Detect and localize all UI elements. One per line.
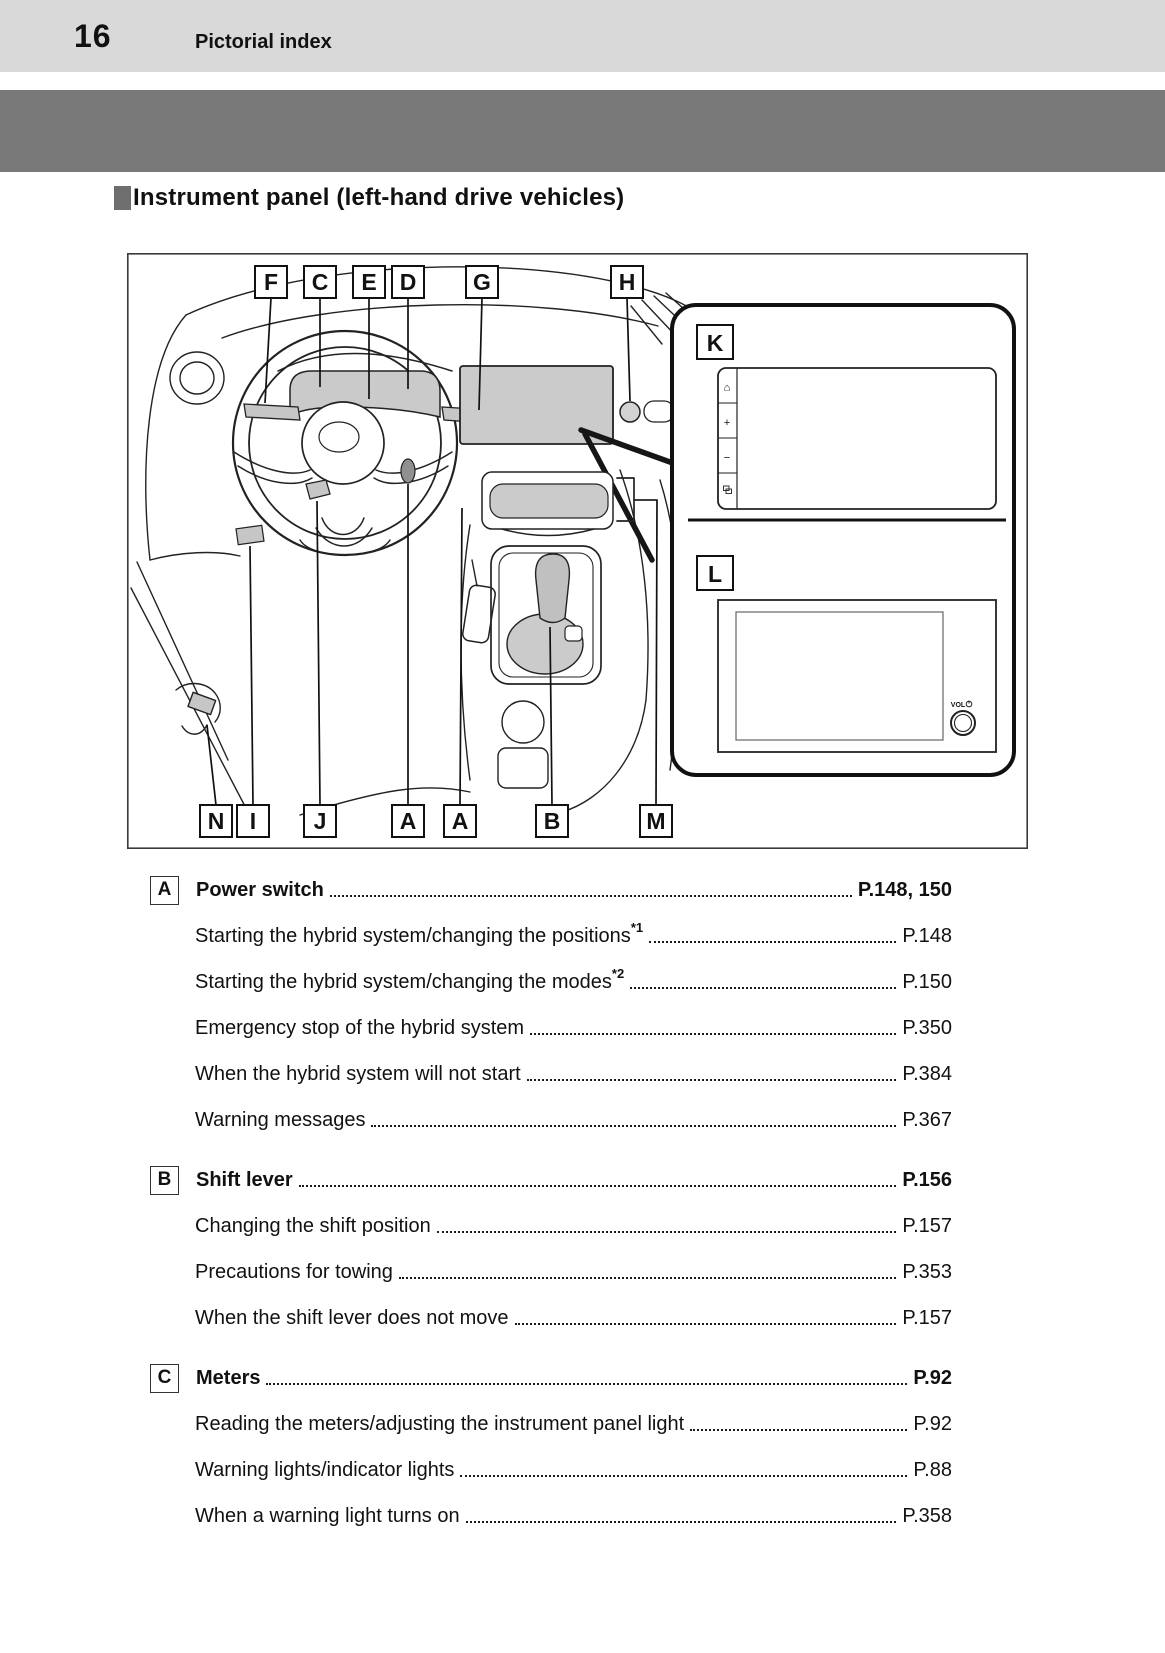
chapter-title: Pictorial index [195, 31, 332, 53]
dot-leader [515, 1323, 897, 1325]
page-reference: P.92 [913, 1366, 952, 1389]
index-entry [150, 1249, 952, 1295]
dot-leader [630, 987, 896, 989]
section-heading [114, 182, 624, 214]
callout-letter-H: H [618, 269, 636, 295]
index-entry [150, 959, 952, 1005]
index-entry [150, 1005, 952, 1051]
dot-leader [530, 1033, 896, 1035]
volume-label: VOL [950, 702, 966, 709]
index-entry [150, 1051, 952, 1097]
footnote-marker: *2 [611, 965, 625, 981]
index-section-a [150, 867, 952, 1143]
hazard-switch [620, 402, 640, 422]
page-reference: P.92 [913, 1412, 952, 1435]
callout-letter-A2: A [451, 808, 469, 834]
index-entry-text: When a warning light turns on [195, 1504, 460, 1527]
index-entry [150, 913, 952, 959]
dot-leader [266, 1383, 907, 1385]
dot-leader [649, 941, 896, 943]
diagram-svg [127, 253, 1028, 849]
index-entry [150, 1447, 952, 1493]
shift-lever [536, 554, 570, 623]
page-reference: P.157 [902, 1214, 952, 1237]
callout-letter-N: N [207, 808, 225, 834]
page-reference: P.156 [902, 1168, 952, 1191]
index-entry-text: Reading the meters/adjusting the instrument panel light [195, 1412, 685, 1435]
dot-leader [299, 1185, 897, 1187]
dot-leader [371, 1125, 896, 1127]
callout-letter-D: D [399, 269, 417, 295]
page-header-bar [0, 0, 1165, 72]
callout-letter-B: B [543, 808, 561, 834]
index-entry [150, 1295, 952, 1341]
callout-letter-G: G [473, 269, 491, 295]
index-entry-text: Precautions for towing [195, 1260, 393, 1283]
dot-leader [460, 1475, 907, 1477]
dot-leader [437, 1231, 897, 1233]
dot-leader [466, 1521, 897, 1523]
index-entry-text: Warning messages [195, 1108, 366, 1131]
dot-leader [690, 1429, 907, 1431]
index-letter-box: A [150, 876, 179, 905]
page-reference: P.88 [913, 1458, 952, 1481]
page-reference: P.353 [902, 1260, 952, 1283]
callout-letter-C: C [311, 269, 329, 295]
index-letter-box: B [150, 1166, 179, 1195]
index-letter-box: C [150, 1364, 179, 1393]
page-reference: P.150 [902, 970, 952, 993]
dot-leader [399, 1277, 896, 1279]
index-entry [150, 1157, 952, 1203]
index-entry-text: Starting the hybrid system/changing the modes$^{*2}$ [195, 965, 625, 993]
page-reference: P.157 [902, 1306, 952, 1329]
callout-letter-F: F [263, 269, 279, 295]
callout-letter-M: M [646, 808, 666, 834]
index-entry [150, 1493, 952, 1539]
zoom-in-icon: + [723, 417, 731, 429]
zoom-out-icon: − [723, 452, 731, 464]
page-reference: P.384 [902, 1062, 952, 1085]
index-entry [150, 1401, 952, 1447]
multimedia-zoom-panel [672, 305, 1014, 775]
index-section-c [150, 1355, 952, 1539]
home-icon: ⌂ [723, 382, 731, 394]
index-entry-text: Changing the shift position [195, 1214, 431, 1237]
index-entry-text: When the shift lever does not move [195, 1306, 509, 1329]
index-entry [150, 1203, 952, 1249]
chapter-color-band [0, 90, 1165, 172]
callout-letter-I: I [249, 808, 257, 834]
panel-light-control [236, 525, 264, 544]
index-entry [150, 1355, 952, 1401]
display-screen-k [718, 368, 996, 509]
page-number: 16 [74, 18, 112, 54]
callout-letter-E: E [361, 269, 377, 295]
page-reference: P.148 [902, 924, 952, 947]
page-reference: P.148, 150 [857, 878, 952, 901]
dot-leader [527, 1079, 897, 1081]
callout-letter-L: L [707, 561, 723, 587]
index-entry-title: Power switch [196, 878, 324, 901]
index-entry-title: Meters [196, 1366, 261, 1389]
shift-boot [507, 614, 583, 674]
page-reference: P.350 [902, 1016, 952, 1039]
heading-square-marker [114, 186, 131, 210]
index-entry-text: Starting the hybrid system/changing the positions$^{*1}$ [195, 919, 644, 947]
power-switch-button [401, 459, 415, 483]
index-section-b [150, 1157, 952, 1341]
callout-letter-A1: A [399, 808, 417, 834]
index-entry-text: Emergency stop of the hybrid system [195, 1016, 525, 1039]
dot-leader [330, 895, 852, 897]
page-reference: P.367 [902, 1108, 952, 1131]
pictorial-index-list [150, 867, 952, 1539]
index-entry-title: Shift lever [196, 1168, 293, 1191]
page-reference: P.358 [902, 1504, 952, 1527]
index-entry-text: Warning lights/indicator lights [195, 1458, 455, 1481]
footnote-marker: *1 [630, 919, 644, 935]
left-stalk [244, 404, 300, 420]
callout-letter-K: K [706, 330, 724, 356]
index-entry-text: When the hybrid system will not start [195, 1062, 521, 1085]
index-entry [150, 1097, 952, 1143]
index-entry [150, 867, 952, 913]
instrument-panel-diagram [127, 253, 1028, 849]
section-heading-text: Instrument panel (left-hand drive vehicles) [133, 184, 625, 211]
callout-letter-J: J [313, 808, 327, 834]
